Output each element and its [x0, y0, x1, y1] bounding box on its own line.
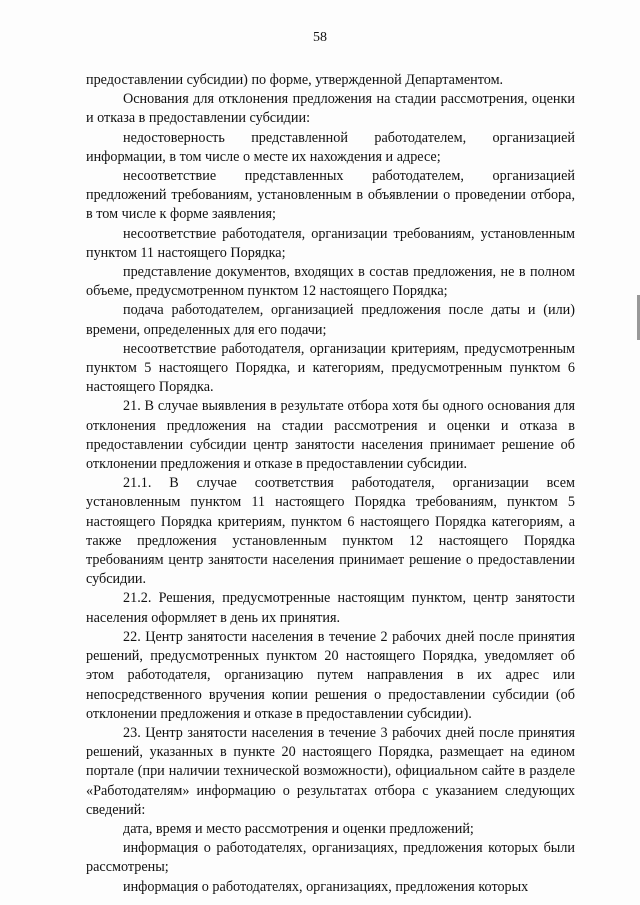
paragraph-ground-unreliable-info: недостоверность представленной работодателем, организацией информации, в том числе о месте их нахождения и адресе; [86, 129, 575, 165]
paragraph-item-date-time-place: дата, время и место рассмотрения и оценки предложений; [123, 820, 474, 837]
paragraph-rejection-grounds-intro: Основания для отклонения предложения на стадии рассмотрения, оценки и отказа в предоставлении субсидии: [86, 91, 575, 127]
paragraph-continuation: предоставлении субсидии) по форме, утвержденной Департаментом. [86, 72, 504, 88]
paragraph-item-reviewed-proposals: информация о работодателях, организациях, предложения которых были рассмотрены; [86, 840, 575, 876]
paragraph-clause-22: 22. Центр занятости населения в течение 2 рабочих дней после принятия решений, предусмотренных пунктом 20 настоящего Порядка, уведомляет об этом работодателя, организацию путем направления в их адрес или непосредственного вручения копии решения о предоставлении субсидии (об отклонении предложения и отказе в предоставлении субсидии). [86, 628, 575, 722]
paragraph-ground-requirements-mismatch: несоответствие представленных работодателем, организацией предложений требованиям, установленным в объявлении о проведении отбора, в том числе к форме заявления; [86, 168, 575, 223]
paragraph-clause-21-1: 21.1. В случае соответствия работодателя, организации всем установленным пунктом 11 настоящего Порядка требованиям, пунктом 5 настоящего Порядка критериям, пунктом 6 настоящего Порядка категориям, а также предложения установленным пунктом 12 настоящего Порядка требованиям центр занятости населения принимает решение о предоставлении субсидии. [86, 475, 575, 588]
document-body [86, 71, 575, 897]
paragraph-ground-clause-11: несоответствие работодателя, организации требованиям, установленным пунктом 11 настоящего Порядка; [86, 225, 575, 261]
paragraph-clause-23: 23. Центр занятости населения в течение 3 рабочих дней после принятия решений, указанных в пункте 20 настоящего Порядка, размещает на едином портале (при наличии технической возможности), официальном сайте в разделе «Работодателям» информацию о результатах отбора с указанием следующих сведений: [86, 724, 575, 818]
paragraph-item-proposals-truncated: информация о работодателях, организациях, предложения которых [123, 878, 529, 895]
paragraph-clause-21-2: 21.2. Решения, предусмотренные настоящим пунктом, центр занятости населения оформляет в день их принятия. [86, 590, 575, 626]
paragraph-ground-late-submission: подача работодателем, организацией предложения после даты и (или) времени, определенных для его подачи; [86, 302, 575, 338]
paragraph-ground-criteria-mismatch: несоответствие работодателя, организации критериям, предусмотренным пунктом 5 настоящего Порядка, и категориям, предусмотренным пунктом 6 настоящего Порядка. [86, 340, 575, 396]
paragraph-clause-21: 21. В случае выявления в результате отбора хотя бы одного основания для отклонения предложения на стадии рассмотрения и оценки и отказа в предоставлении субсидии центр занятости населения принимает решение об отклонении предложения и отказе в предоставлении субсидии. [86, 398, 575, 473]
page-number: 58 [313, 30, 327, 45]
paragraph-ground-incomplete-documents: представление документов, входящих в состав предложения, не в полном объеме, предусмотренном пунктом 12 настоящего Порядка; [86, 264, 575, 300]
